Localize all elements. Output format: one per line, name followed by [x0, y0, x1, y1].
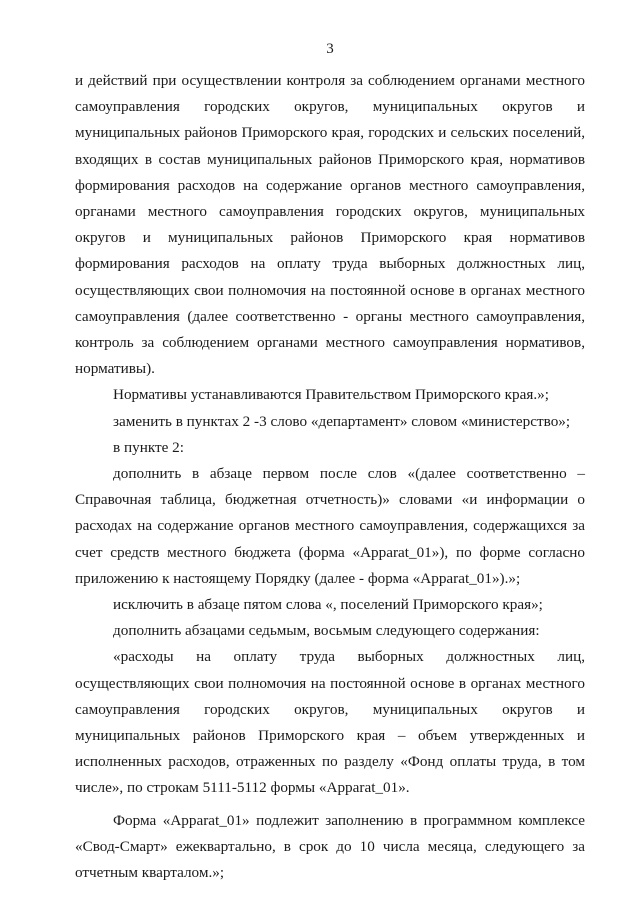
paragraph-exclude-words: исключить в абзаце пятом слова «, поселений Приморского края»;: [113, 596, 543, 614]
paragraph-norms-established: Нормативы устанавливаются Правительством Приморского края.»;: [113, 386, 549, 404]
paragraph-salary-expenses: «расходы на оплату труда выборных должностных лиц, осуществляющих свои полномочия на постоянной основе в органах местного самоуправления городских округов, муниципальных округов и муниципальных районов Приморского края – объем утвержденных и исполненных расходов, отраженных по разделу «Фонд оплаты труда, в том числе», по строкам 5111-5112 формы «Apparat_01».: [75, 648, 585, 797]
paragraph-intro: и действий при осуществлении контроля за соблюдением органами местного самоуправления городских округов, муниципальных округов и муниципальных районов Приморского края, городских и сельских поселений, входящих в состав муниципальных районов Приморского края, нормативов формирования расходов на содержание органов местного самоуправления, органами местного самоуправления городских округов, муниципальных округов и муниципальных районов Приморского края нормативов формирования расходов на оплату труда выборных должностных лиц, осуществляющих свои полномочия на постоянной основе в органах местного самоуправления (далее соответственно - органы местного самоуправления, контроль за соблюдением органами местного самоуправления нормативов, нормативы).: [75, 72, 585, 378]
document-body: [75, 68, 585, 886]
paragraph-form-apparat: Форма «Apparat_01» подлежит заполнению в программном комплексе «Свод-Смарт» ежеквартально, в срок до 10 числа месяца, следующего за отчетным кварталом.»;: [75, 811, 585, 882]
paragraph-in-point-2: в пункте 2:: [113, 438, 184, 456]
page-number: 3: [326, 41, 334, 57]
paragraph-replace-word: заменить в пунктах 2 -3 слово «департамент» словом «министерство»;: [113, 412, 571, 430]
paragraph-add-abzacs: дополнить абзацами седьмым, восьмым следующего содержания:: [113, 622, 540, 640]
paragraph-add-in-first-abzac: дополнить в абзаце первом после слов «(далее соответственно – Справочная таблица, бюджетная отчетность)» словами «и информации о расходах на содержание органов местного самоуправления, содержащихся за счет средств местного бюджета (форма «Apparat_01»), по форме согласно приложению к настоящему Порядку (далее - форма «Apparat_01»).»;: [75, 465, 585, 587]
